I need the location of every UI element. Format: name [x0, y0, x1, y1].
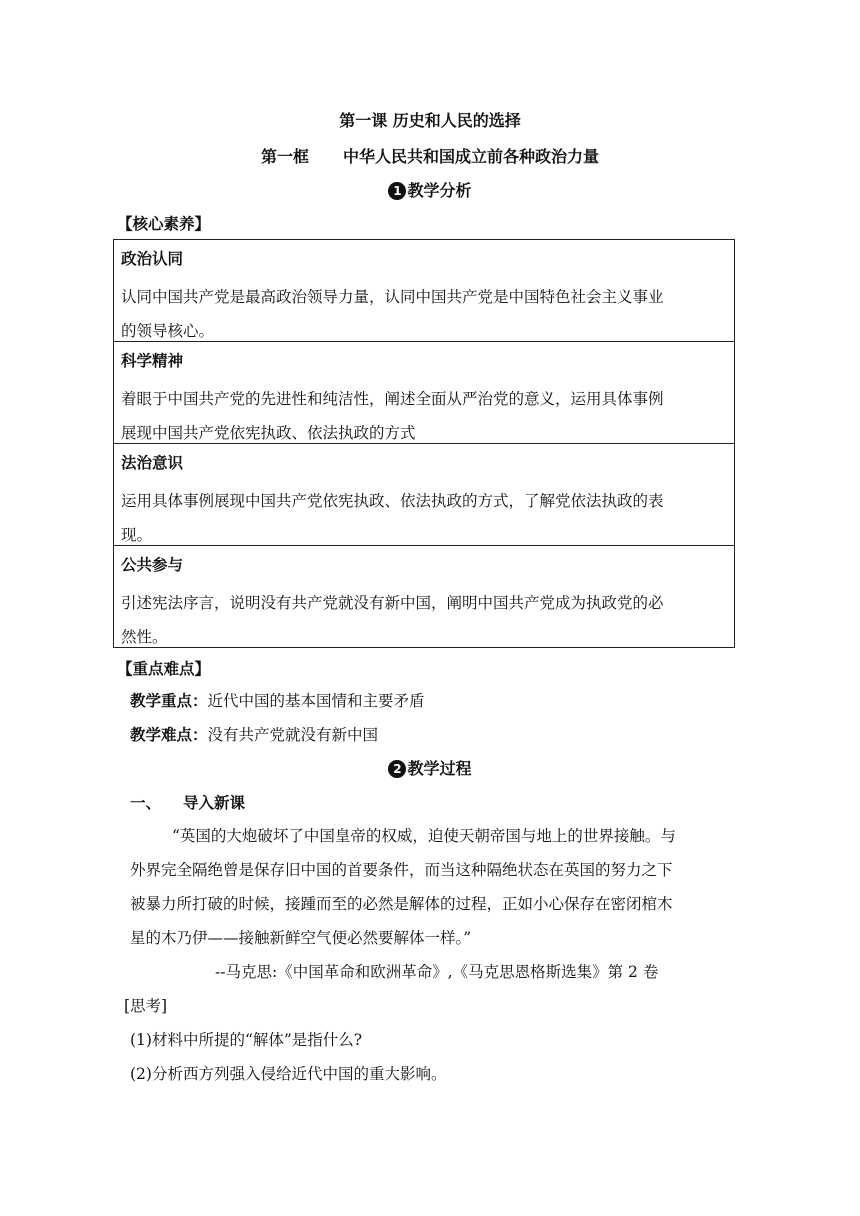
frame-label: 第一框	[260, 147, 309, 166]
lesson-title: 第一课 历史和人民的选择	[339, 111, 521, 130]
teaching-focus	[130, 690, 425, 712]
question-item: (1)材料中所提的“解体”是指什么?	[130, 1031, 363, 1049]
table-cell	[114, 546, 734, 647]
section-heading-process	[0, 758, 860, 780]
intro-number: 一、	[130, 794, 162, 812]
intro-title: 导入新课	[183, 794, 246, 812]
table-cell	[114, 342, 734, 444]
circled-number-badge: 1	[388, 182, 406, 200]
quote-line: “英国的大炮破坏了中国皇帝的权威，迫使天朝帝国与地上的世界接触。与	[172, 827, 676, 845]
intro-heading	[130, 792, 245, 814]
circled-number-badge: 2	[388, 760, 406, 778]
cell-line: 的领导核心。	[121, 322, 215, 340]
cell-line: 然性。	[121, 628, 168, 646]
section-title: 教学分析	[407, 181, 472, 200]
core-literacy-table	[113, 239, 735, 648]
key-points-heading: 【重点难点】	[117, 660, 211, 678]
difficulty-label: 教学难点：	[130, 726, 208, 744]
frame-title: 中华人民共和国成立前各种政治力量	[343, 147, 600, 166]
cell-body	[121, 280, 729, 348]
cell-title: 公共参与	[121, 556, 184, 574]
cell-title: 政治认同	[121, 250, 184, 268]
cell-line: 引述宪法序言，说明没有共产党就没有新中国，阐明中国共产党成为执政党的必	[121, 594, 664, 612]
think-label: [思考]	[124, 997, 168, 1015]
cell-title: 法治意识	[121, 454, 184, 472]
difficulty-text: 没有共产党就没有新中国	[207, 726, 379, 744]
quote-line: 星的木乃伊——接触新鲜空气便必然要解体一样。”	[130, 929, 472, 947]
cell-body	[121, 484, 729, 552]
cell-line: 现。	[121, 526, 153, 544]
cell-line: 着眼于中国共产党的先进性和纯洁性，阐述全面从严治党的意义，运用具体事例	[121, 390, 664, 408]
quote-citation: --马克思:《中国革命和欧洲革命》,《马克思恩格斯选集》第 2 卷	[215, 963, 659, 981]
section-title: 教学过程	[407, 759, 472, 778]
cell-body	[121, 382, 729, 450]
section-heading-analysis	[0, 180, 860, 202]
cell-body	[121, 586, 729, 654]
cell-line: 认同中国共产党是最高政治领导力量，认同中国共产党是中国特色社会主义事业	[121, 288, 664, 306]
frame-title-line	[0, 146, 860, 168]
core-literacy-heading: 【核心素养】	[117, 215, 211, 233]
question-item: (2)分析西方列强入侵给近代中国的重大影响。	[130, 1065, 447, 1083]
focus-label: 教学重点：	[130, 692, 208, 710]
cell-line: 展现中国共产党依宪执政、依法执政的方式	[121, 424, 416, 442]
table-cell	[114, 240, 734, 342]
focus-text: 近代中国的基本国情和主要矛盾	[207, 692, 425, 710]
table-cell	[114, 444, 734, 546]
quote-line: 被暴力所打破的时候，接踵而至的必然是解体的过程，正如小心保存在密闭棺木	[130, 895, 673, 913]
cell-line: 运用具体事例展现中国共产党依宪执政、依法执政的方式，了解党依法执政的表	[121, 492, 664, 510]
teaching-difficulty	[130, 724, 378, 746]
cell-title: 科学精神	[121, 352, 184, 370]
quote-line: 外界完全隔绝曾是保存旧中国的首要条件，而当这种隔绝状态在英国的努力之下	[130, 861, 673, 879]
